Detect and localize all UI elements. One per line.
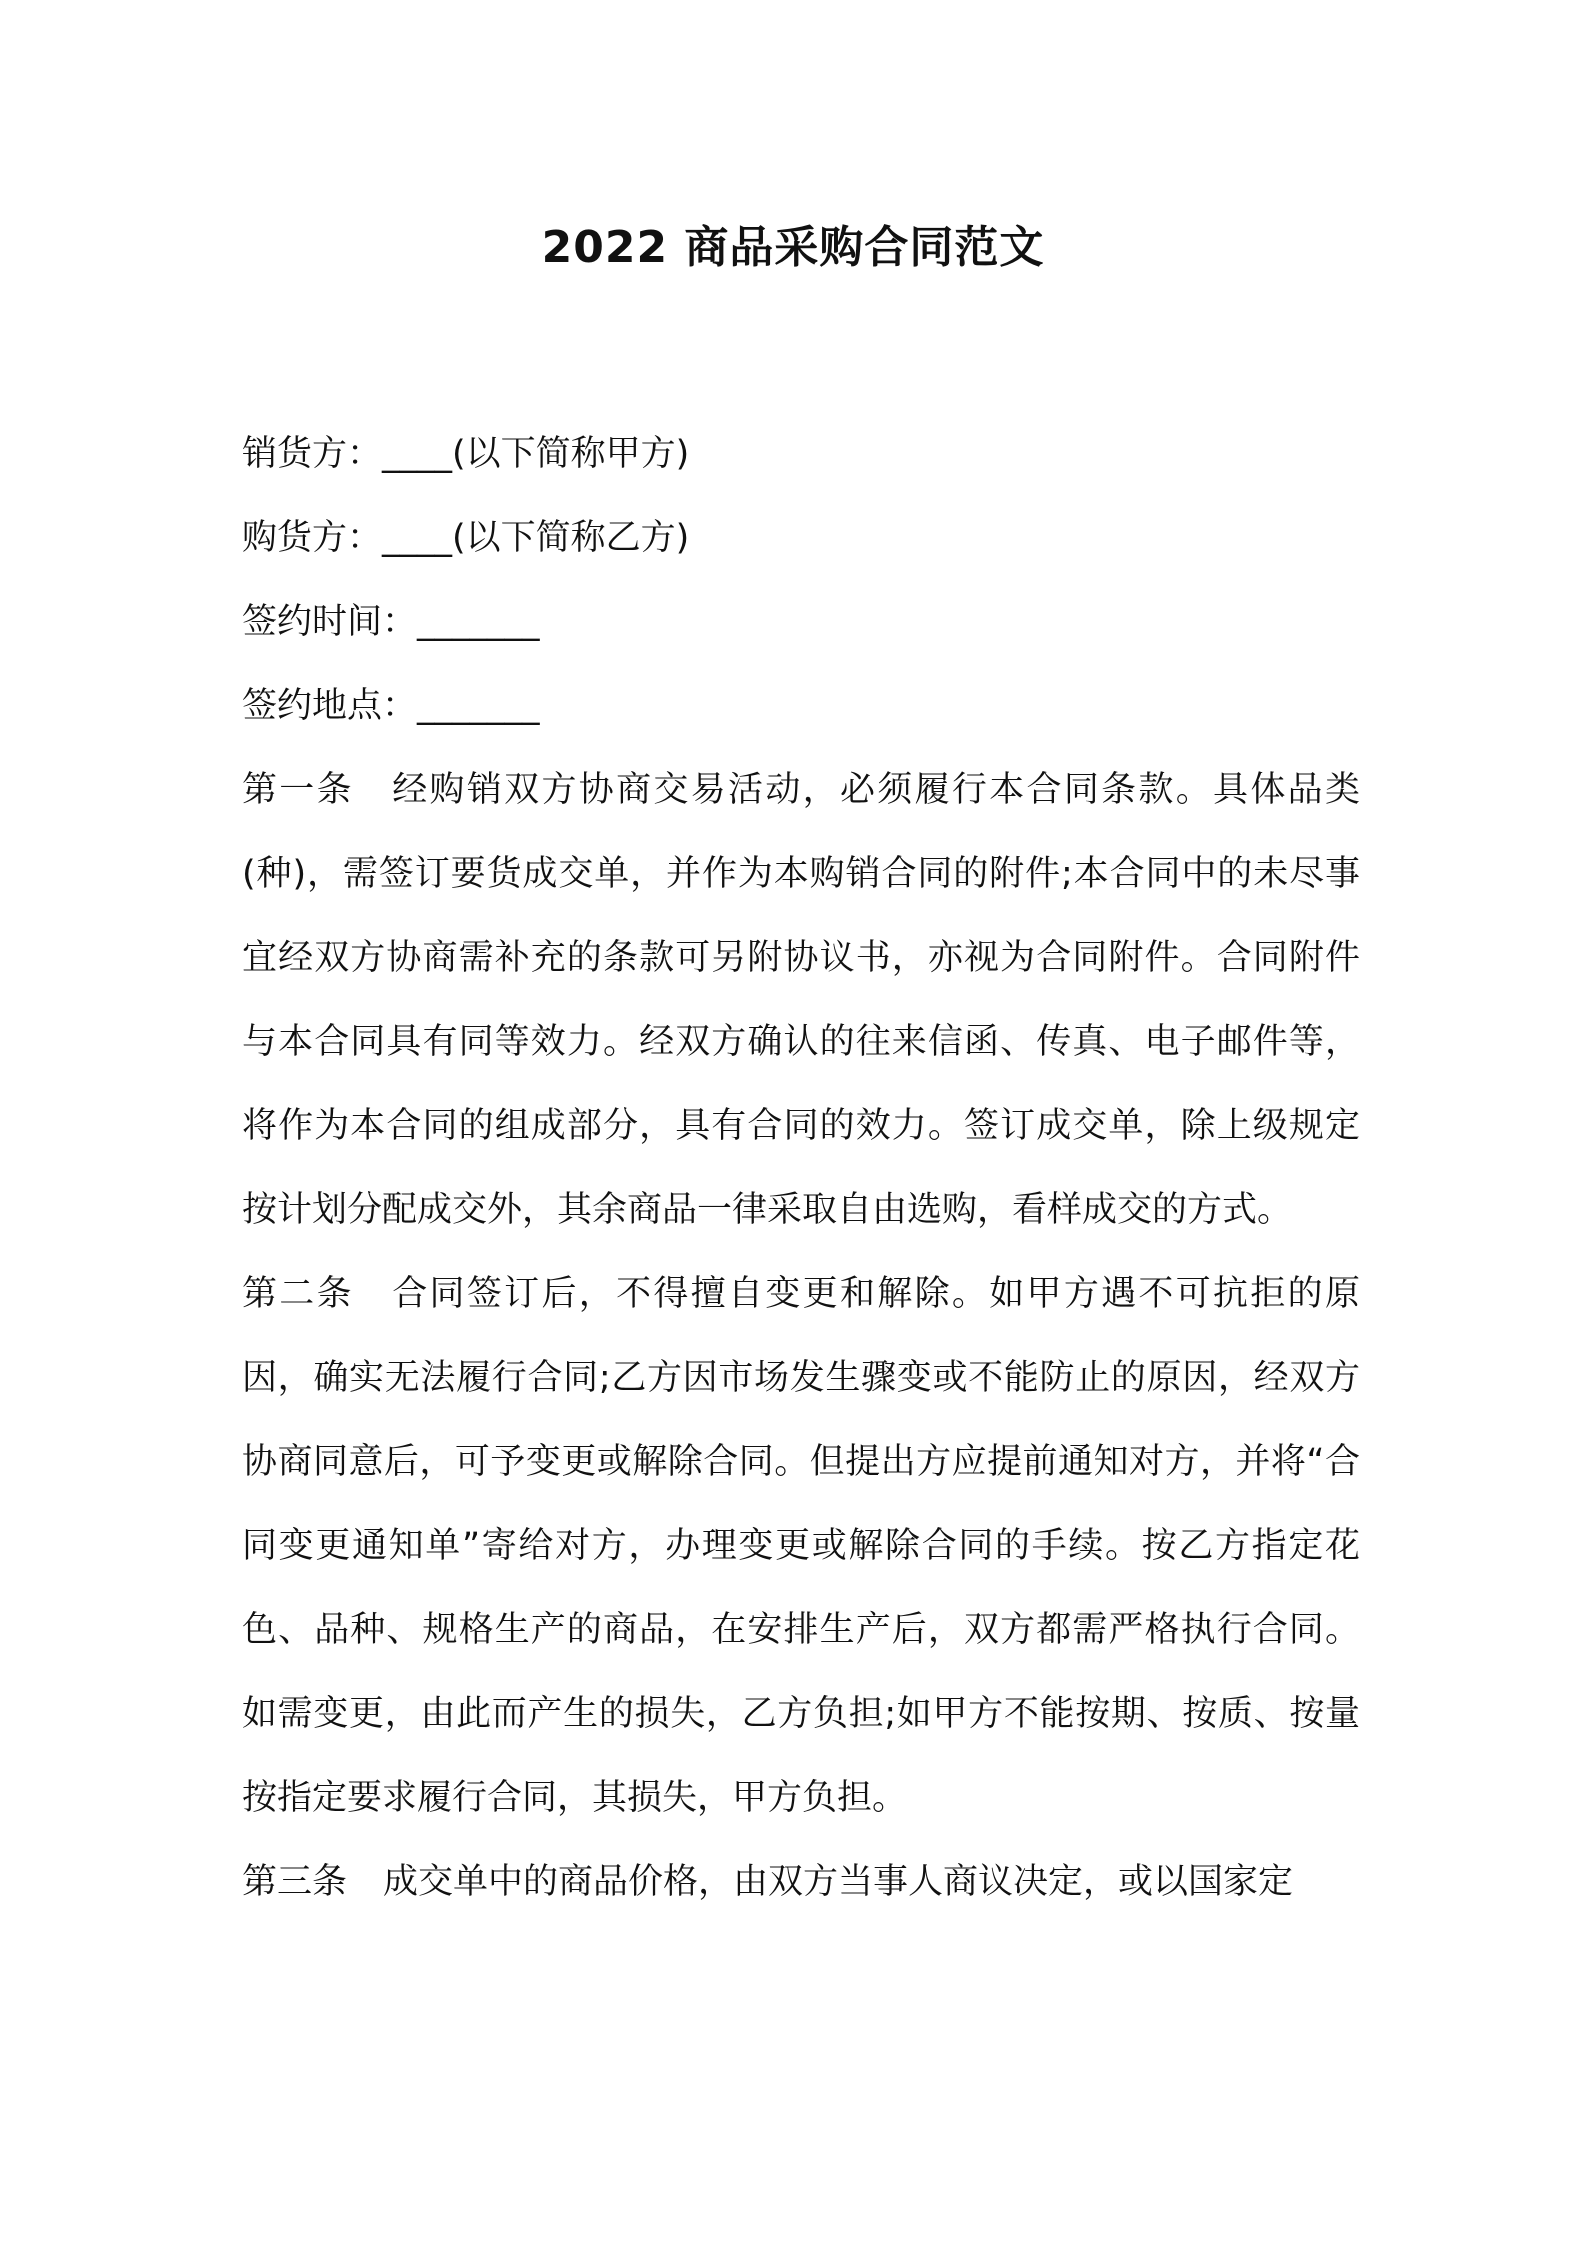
article-1-text: 经购销双方协商交易活动，必须履行本合同条款。具体品类(种)，需签订要货成交单，并作为本购销合同的附件;本合同中的未尽事宜经双方协商需补充的条款可另附协议书，亦视为合同附件。合同附件与本合同具有同等效力。经双方确认的往来信函、传真、电子邮件等，将作为本合同的组成部分，具有合同的效力。签订成交单，除上级规定按计划分配成交外，其余商品一律采取自由选购，看样成交的方式。: [242, 770, 1360, 1230]
document-title: 2022 商品采购合同范文: [541, 222, 1045, 273]
article-1-label: 第一条: [242, 770, 354, 810]
article-2-text: 合同签订后，不得擅自变更和解除。如甲方遇不可抗拒的原因，确实无法履行合同;乙方因市场发生骤变或不能防止的原因，经双方协商同意后，可予变更或解除合同。但提出方应提前通知对方，并将“合同变更通知单”寄给对方，办理变更或解除合同的手续。按乙方指定花色、品种、规格生产的商品，在安排生产后，双方都需严格执行合同。如需变更，由此而产生的损失，乙方负担;如甲方不能按期、按质、按量按指定要求履行合同，其损失，甲方负担。: [242, 1274, 1360, 1818]
article-2: [242, 1252, 1360, 1840]
signing-place-line: 签约地点：_______: [242, 686, 540, 726]
article-3-label: 第三条: [242, 1862, 348, 1902]
article-1: [242, 748, 1360, 1252]
document-body: [242, 412, 1360, 1924]
article-3: [242, 1840, 1360, 1924]
article-3-text: 成交单中的商品价格，由双方当事人商议决定，或以国家定: [383, 1862, 1294, 1902]
buyer-line: 购货方：____(以下简称乙方): [242, 518, 690, 558]
signing-date-line: 签约时间：_______: [242, 602, 540, 642]
seller-line: 销货方：____(以下简称甲方): [242, 434, 690, 474]
article-2-label: 第二条: [242, 1274, 354, 1314]
